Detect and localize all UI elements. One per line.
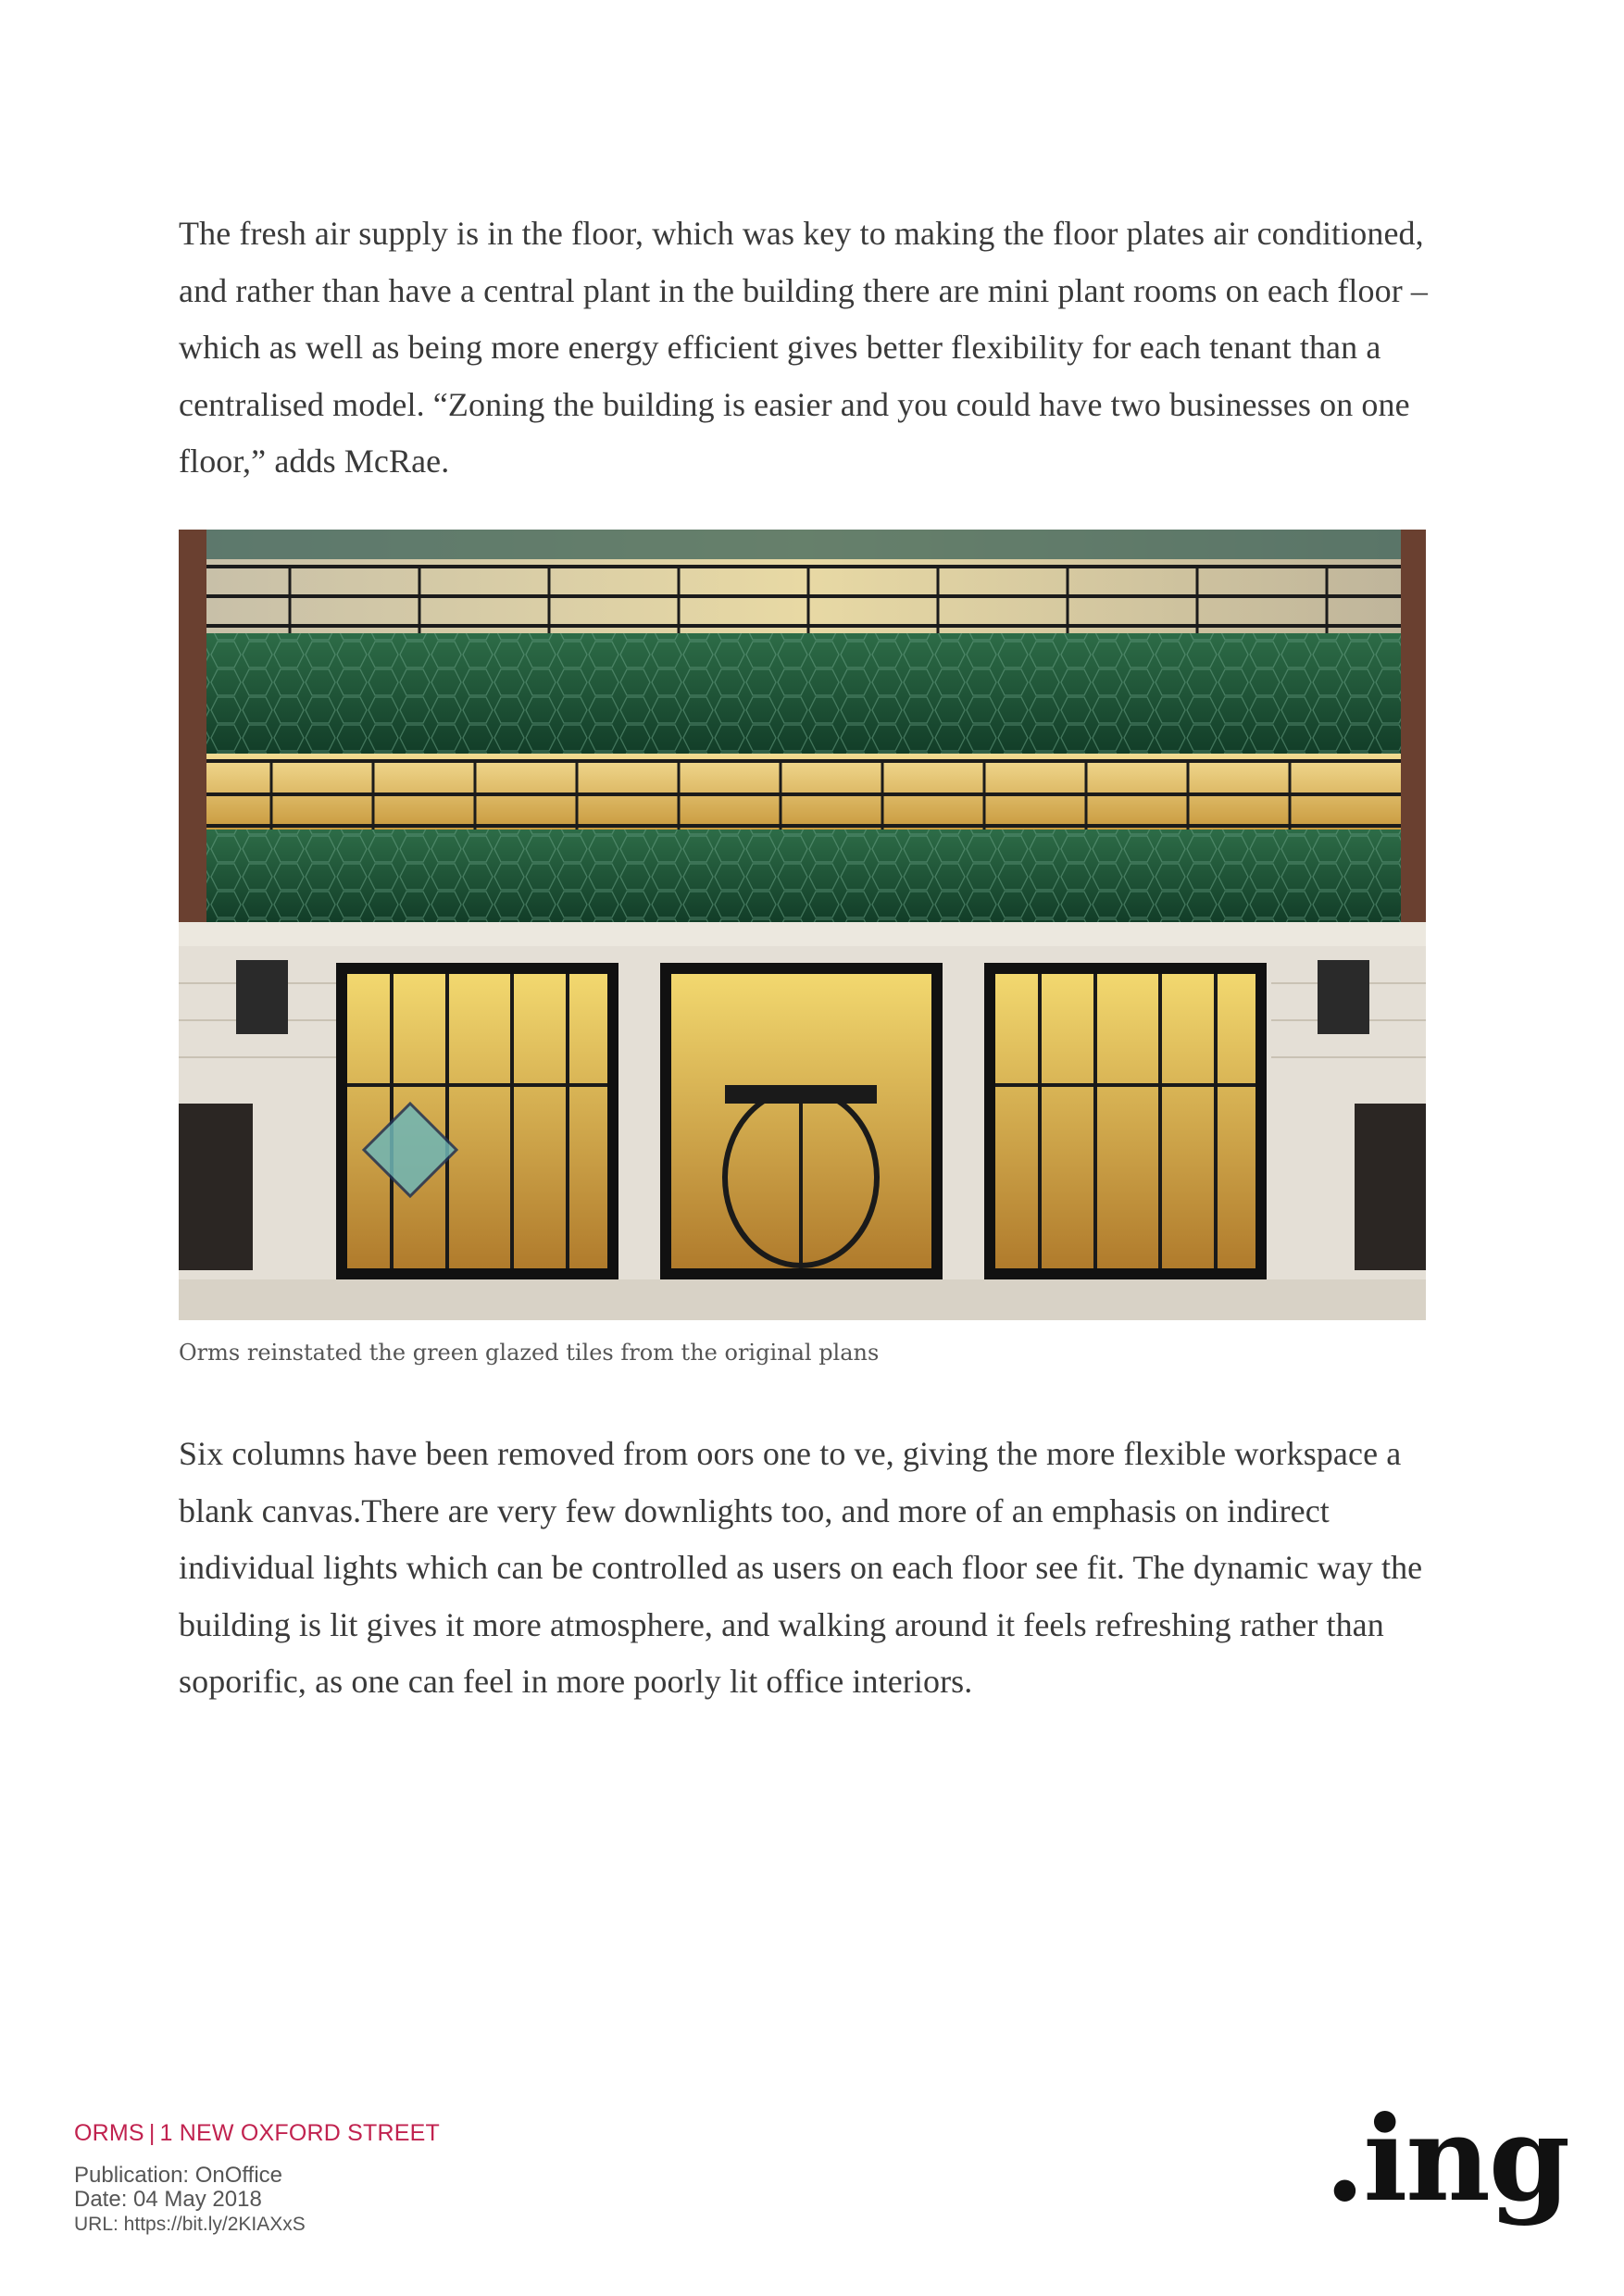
ing-logo: .ing: [1324, 2090, 1568, 2227]
footer-project-title: [74, 2120, 440, 2147]
article-paragraph-1: The fresh air supply is in the floor, which was key to making the floor plates air conditioned, and rather than have a central plant in the building there are mini plant rooms on each floor – which as well as being more energy efficient gives better flexibility for each tenant than a centralised model. “Zoning the building is easier and you could have two businesses on one floor,” adds McRae.: [179, 215, 1429, 480]
footer-publication: Publication: OnOffice: [74, 2163, 283, 2188]
building-facade-photo: [179, 530, 1426, 1320]
footer-date: Date: 04 May 2018: [74, 2187, 262, 2212]
footer-brand: ORMS: [74, 2120, 144, 2146]
article-paragraph-2: Six columns have been removed from oors one to ve, giving the more flexible workspace a blank canvas.There are very few downlights too, and more of an emphasis on indirect individual lights which can be controlled as users on each floor see fit. The dynamic way the building is lit gives it more atmosphere, and walking around it feels refreshing rather than soporific, as one can feel in more poorly lit office interiors.: [179, 1435, 1423, 1700]
footer-url[interactable]: URL: https://bit.ly/2KIAXxS: [74, 2214, 306, 2235]
footer-separator: |: [148, 2120, 156, 2146]
footer-project: 1 NEW OXFORD STREET: [159, 2120, 440, 2146]
photo-caption: Orms reinstated the green glazed tiles from the original plans: [179, 1340, 880, 1366]
